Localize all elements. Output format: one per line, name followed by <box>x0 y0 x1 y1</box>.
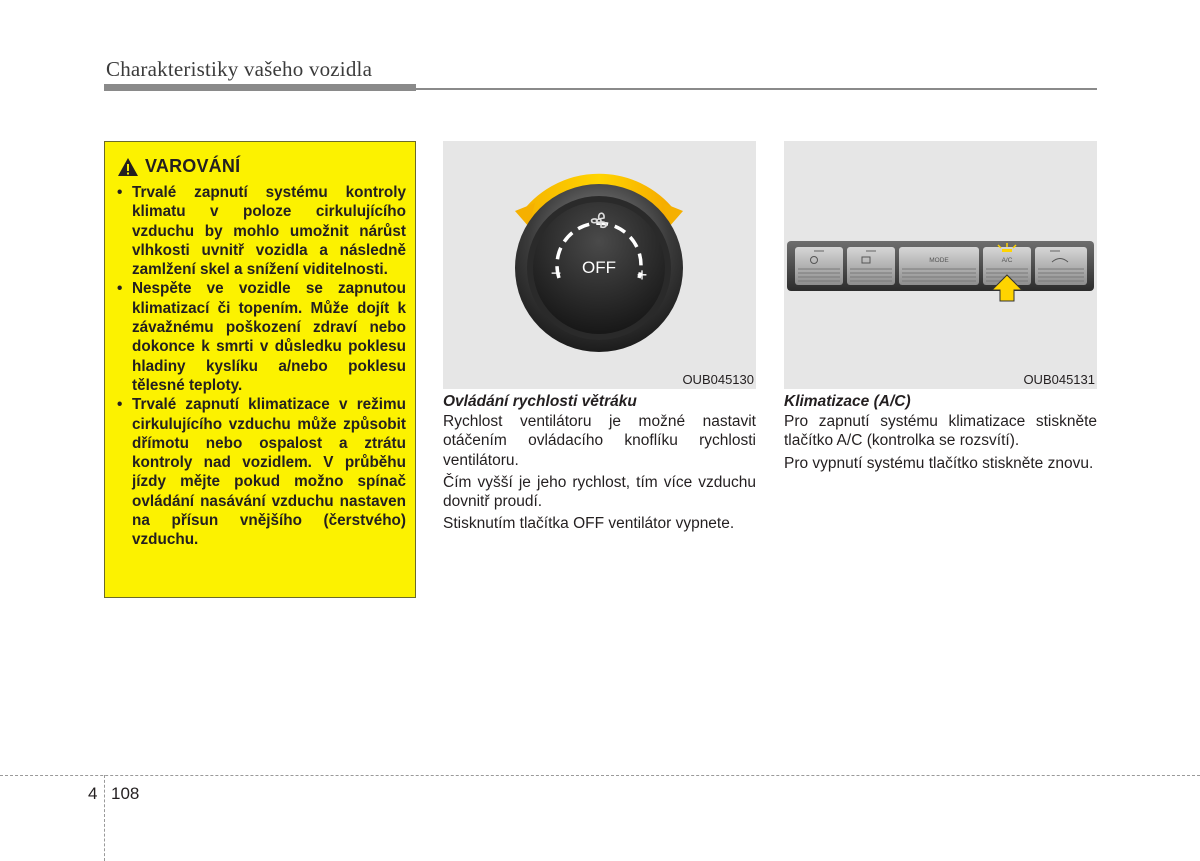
page-number: 108 <box>111 784 140 803</box>
warning-triangle-icon <box>117 157 139 177</box>
section-paragraph: Rychlost ventilátoru je možné nastavit otáčením ovládacího knoflíku rychlosti ventilátoru. <box>443 413 756 469</box>
fan-knob-illustration <box>443 141 756 389</box>
warning-list <box>117 183 406 550</box>
chapter-number: 4 <box>88 784 98 803</box>
header-rule-thin <box>416 88 1097 90</box>
warning-title: VAROVÁNÍ <box>145 156 241 176</box>
knob-minus-label: − <box>550 263 562 283</box>
page-header-title: Charakteristiky vašeho vozidla <box>106 57 373 81</box>
knob-off-label: OFF <box>582 258 616 277</box>
warning-item: • Nespěte ve vozidle se zapnutou klimatizací či topením. Může dojít k závažnému poškození zdraví nebo dokonce k smrti v důsledku poklesu hladiny kyslíku a/nebo poklesu tělesné teploty. <box>117 279 406 395</box>
ac-button-figure <box>784 141 1097 389</box>
mode-button-label: MODE <box>929 257 949 264</box>
section-paragraph: Čím vyšší je jeho rychlost, tím více vzduchu dovnitř proudí. <box>443 473 756 511</box>
ac-heading: Klimatizace (A/C) <box>784 393 911 410</box>
fan-speed-section <box>443 392 756 537</box>
ac-button-label: A/C <box>1001 257 1013 264</box>
warning-item: • Trvalé zapnutí systému kontroly klimatu v poloze cirkulujícího vzduchu by mohlo umožnit nárůst vlhkosti uvnitř vozidla a následně zamlžení skel a snížení viditelnosti. <box>117 183 406 279</box>
footer-divider <box>0 775 1200 776</box>
warning-box <box>104 141 416 598</box>
fan-speed-heading: Ovládání rychlosti větráku <box>443 393 637 410</box>
warning-heading <box>117 156 406 177</box>
warning-item: • Trvalé zapnutí klimatizace v režimu cirkulujícího vzduchu může způsobit dřímotu nebo ospalost a ztrátu kontroly nad vozidlem. V průběhu jízdy mějte pokud možno spínač ovládání nasávání vzduchu nastaven na přísun vnějšího (čerstvého) vzduchu. <box>117 395 406 549</box>
fan-knob-figure <box>443 141 756 389</box>
figure-code: OUB045130 <box>682 372 754 387</box>
figure-code: OUB045131 <box>1023 372 1095 387</box>
header-rule-thick <box>104 84 416 91</box>
ac-panel-buttons <box>795 243 1087 285</box>
footer-vertical-divider <box>104 775 105 861</box>
section-paragraph: Stisknutím tlačítka OFF ventilátor vypnete. <box>443 515 735 533</box>
section-paragraph: Pro vypnutí systému tlačítko stiskněte znovu. <box>784 454 1094 472</box>
section-paragraph: Pro zapnutí systému klimatizace stiskněte tlačítko A/C (kontrolka se rozsvítí). <box>784 413 1097 450</box>
knob-plus-label: + <box>636 265 648 285</box>
ac-panel-illustration <box>784 141 1097 389</box>
ac-section <box>784 392 1097 476</box>
